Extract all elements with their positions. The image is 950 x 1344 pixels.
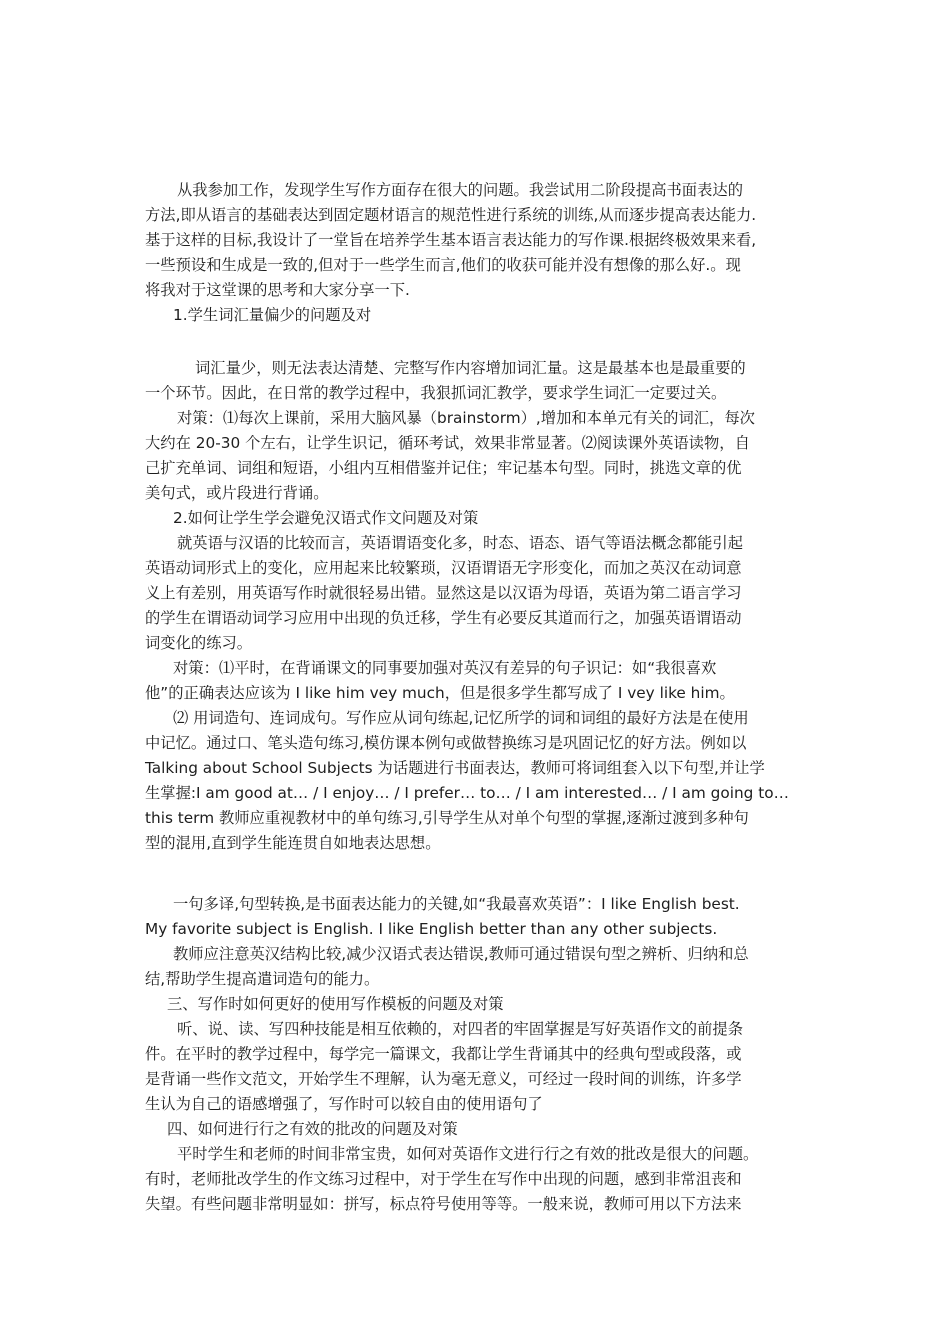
text-line: 他”的正确表达应该为 I like him vey much，但是很多学生都写成了 I vey like him。: [145, 684, 735, 702]
section-heading: 三、写作时如何更好的使用写作模板的问题及对策: [167, 995, 504, 1013]
text-line: 基于这样的目标,我设计了一堂旨在培养学生基本语言表达能力的写作课.根据终极效果来看,: [145, 231, 757, 249]
text-line: 己扩充单词、词组和短语，小组内互相借鉴并记住；牢记基本句型。同时，挑选文章的优: [145, 459, 742, 477]
text-line: 义上有差别，用英语写作时就很轻易出错。显然这是以汉语为母语，英语为第二语言学习: [145, 584, 742, 602]
text-line: 生掌握:I am good at… / I enjoy… / I prefer… to… / I am interested… / I am going to…: [145, 784, 789, 802]
text-line: 词变化的练习。: [145, 634, 253, 652]
text-line: My favorite subject is English. I like English better than any other subjects.: [145, 920, 718, 938]
text-line: 对策：⑴每次上课前，采用大脑风暴（brainstorm）,增加和本单元有关的词汇，每次: [177, 409, 755, 427]
text-line: 词汇量少，则无法表达清楚、完整写作内容增加词汇量。这是最基本也是最重要的: [195, 359, 746, 377]
text-line: 结,帮助学生提高遣词造句的能力。: [145, 970, 380, 988]
text-line: 教师应注意英汉结构比较,减少汉语式表达错误,教师可通过错误句型之辨析、归纳和总: [173, 945, 749, 963]
text-line: 件。在平时的教学过程中，每学完一篇课文，我都让学生背诵其中的经典句型或段落，或: [145, 1045, 742, 1063]
text-line: 听、说、读、写四种技能是相互依赖的，对四者的牢固掌握是写好英语作文的前提条: [177, 1020, 743, 1038]
text-line: 从我参加工作，发现学生写作方面存在很大的问题。我尝试用二阶段提高书面表达的: [177, 181, 743, 199]
text-line: 失望。有些问题非常明显如：拼写，标点符号使用等等。一般来说，教师可用以下方法来: [145, 1195, 742, 1213]
text-line: 生认为自己的语感增强了，写作时可以较自由的使用语句了: [145, 1095, 543, 1113]
text-line: Talking about School Subjects 为话题进行书面表达，教师可将词组套入以下句型,并让学: [145, 759, 765, 777]
text-line: this term 教师应重视教材中的单句练习,引导学生从对单个句型的掌握,逐渐过渡到多种句: [145, 809, 749, 827]
text-line: 有时，老师批改学生的作文练习过程中，对于学生在写作中出现的问题，感到非常沮丧和: [145, 1170, 742, 1188]
section-heading: 四、如何进行行之有效的批改的问题及对策: [167, 1120, 458, 1138]
text-line: 是背诵一些作文范文，开始学生不理解，认为毫无意义，可经过一段时间的训练，许多学: [145, 1070, 742, 1088]
text-line: 一句多译,句型转换,是书面表达能力的关键,如“我最喜欢英语”：I like English best.: [173, 895, 740, 913]
text-line: 型的混用,直到学生能连贯自如地表达思想。: [145, 834, 441, 852]
section-heading: 2.如何让学生学会避免汉语式作文问题及对策: [173, 509, 479, 527]
text-line: 就英语与汉语的比较而言，英语谓语变化多，时态、语态、语气等语法概念都能引起: [177, 534, 743, 552]
text-line: 方法,即从语言的基础表达到固定题材语言的规范性进行系统的训练,从而逐步提高表达能力.: [145, 206, 757, 224]
text-line: 美句式，或片段进行背诵。: [145, 484, 329, 502]
text-line: 中记忆。通过口、笔头造句练习,模仿课本例句或做替换练习是巩固记忆的好方法。例如以: [145, 734, 747, 752]
text-line: 将我对于这堂课的思考和大家分享一下.: [145, 281, 410, 299]
text-line: 一些预设和生成是一致的,但对于一些学生而言,他们的收获可能并没有想像的那么好.。现: [145, 256, 741, 274]
text-line: 大约在 20-30 个左右，让学生识记，循环考试，效果非常显著。⑵阅读课外英语读物，自: [145, 434, 750, 452]
section-heading: 1.学生词汇量偏少的问题及对: [173, 306, 372, 324]
text-line: ⑵ 用词造句、连词成句。写作应从词句练起,记忆所学的词和词组的最好方法是在使用: [173, 709, 749, 727]
text-line: 英语动词形式上的变化，应用起来比较繁琐，汉语谓语无字形变化，而加之英汉在动词意: [145, 559, 742, 577]
text-line: 一个环节。因此，在日常的教学过程中，我狠抓词汇教学，要求学生词汇一定要过关。: [145, 384, 727, 402]
text-line: 对策：⑴平时，在背诵课文的同事要加强对英汉有差异的句子识记：如“我很喜欢: [173, 659, 717, 677]
text-line: 的学生在谓语动词学习应用中出现的负迁移，学生有必要反其道而行之，加强英语谓语动: [145, 609, 742, 627]
text-line: 平时学生和老师的时间非常宝贵，如何对英语作文进行行之有效的批改是很大的问题。: [177, 1145, 759, 1163]
